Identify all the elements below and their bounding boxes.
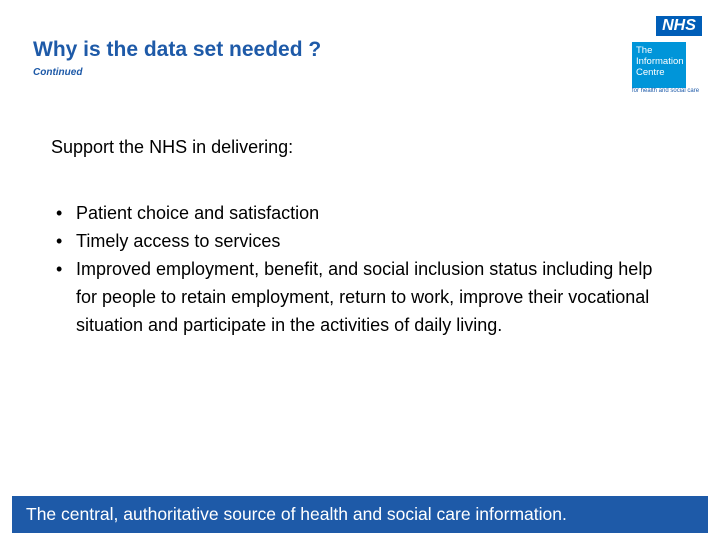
slide-subtitle: Continued [33,67,83,78]
bullet-icon: • [56,231,63,251]
bullet-text: Timely access to services [76,231,281,251]
logo-line: The [636,45,653,56]
bullet-icon: • [56,259,63,279]
bullet-icon: • [56,203,63,223]
logo-line: Centre [636,67,665,78]
bullet-list [56,199,676,339]
slide-title: Why is the data set needed ? [33,38,322,61]
bullet-text: Patient choice and satisfaction [76,203,320,223]
information-centre-logo [630,16,702,96]
footer-banner: The central, authoritative source of health and social care information. [12,496,708,533]
information-centre-box [632,42,686,88]
nhs-logo: NHS [656,16,702,36]
list-item [56,227,676,255]
intro-text: Support the NHS in delivering: [51,137,294,157]
list-item [56,255,676,339]
logo-line: Information [636,56,684,67]
logo-tagline: for health and social care [632,88,700,94]
list-item [56,199,676,227]
bullet-text: Improved employment, benefit, and social inclusion status including help for people to retain employment, return to work, improve their vocational situation and participate in the activities of daily living. [76,259,653,335]
